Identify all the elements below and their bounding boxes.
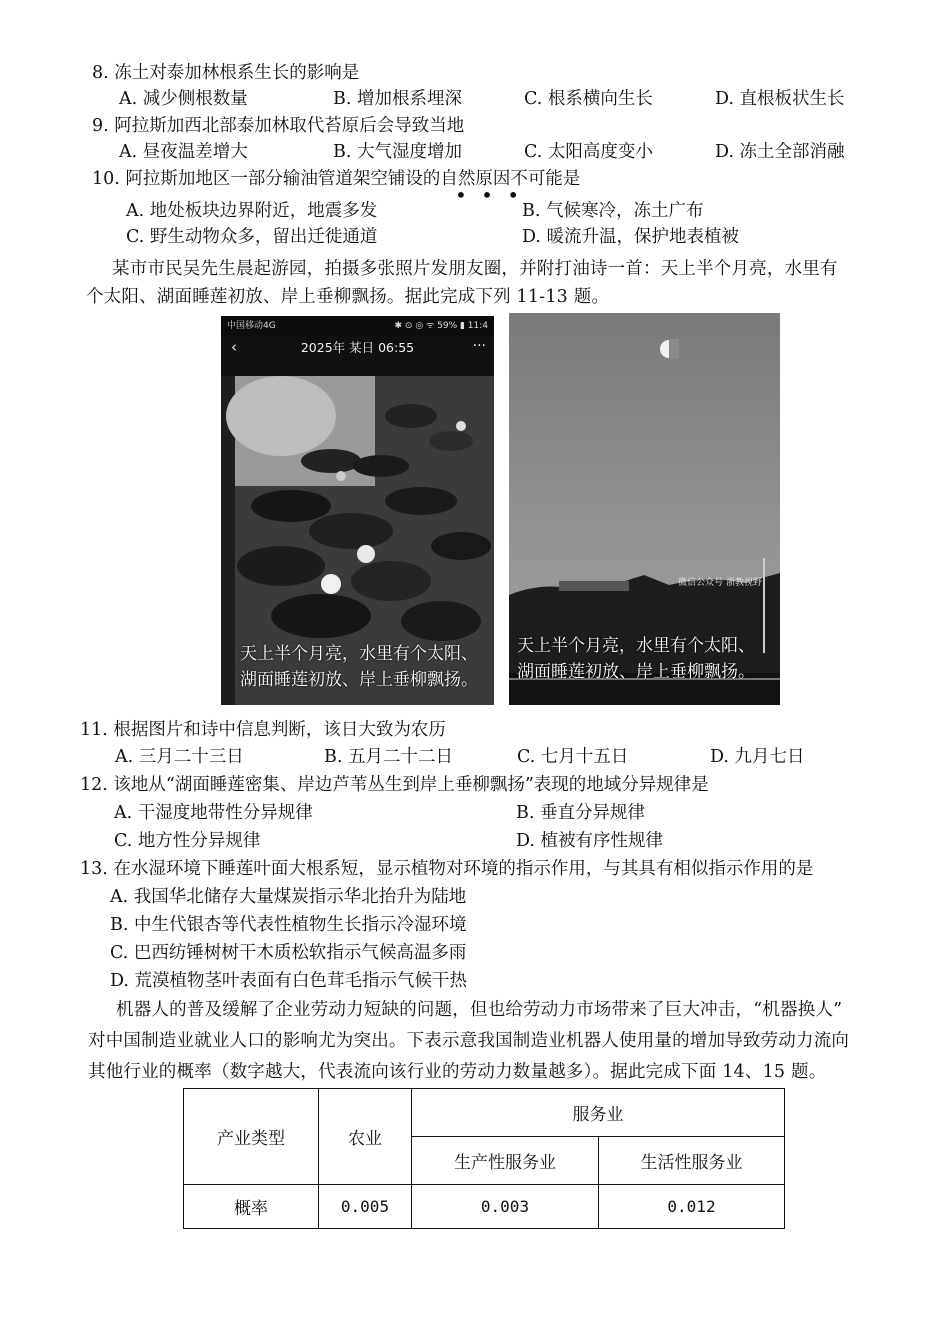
header-producer-services: 生产性服务业 <box>412 1137 599 1185</box>
q12-option-d: D. 植被有序性规律 <box>516 831 664 851</box>
photo1-caption-line2: 湖面睡莲初放、岸上垂柳飘扬。 <box>240 670 478 690</box>
photo1-caption-line1: 天上半个月亮，水里有个太阳、 <box>240 644 478 664</box>
photo1-carrier: 中国移动4G <box>227 321 276 331</box>
q12-option-c: C. 地方性分异规律 <box>114 831 261 851</box>
more-options-icon: ··· <box>472 338 486 354</box>
q9-option-d: D. 冻土全部消融 <box>715 142 845 162</box>
photo2-caption-line1: 天上半个月亮，水里有个太阳、 <box>517 636 755 656</box>
row-label-probability: 概率 <box>184 1185 319 1229</box>
q13-stem: 13. 在水湿环境下睡莲叶面大根系短，显示植物对环境的指示作用，与其具有相似指示作用的是 <box>80 859 814 879</box>
q11-stem: 11. 根据图片和诗中信息判断，该日大致为农历 <box>80 720 446 740</box>
q10-option-c: C. 野生动物众多，留出迁徙通道 <box>126 227 378 247</box>
intro2-paragraph-line3: 其他行业的概率（数字越大，代表流向该行业的劳动力数量越多）。据此完成下面 14、15 题。 <box>88 1062 827 1082</box>
q10-option-b: B. 气候寒冷，冻土广布 <box>522 201 704 221</box>
header-industry-type: 产业类型 <box>184 1089 319 1185</box>
q12-option-a: A. 干湿度地带性分异规律 <box>114 803 313 823</box>
q11-option-d: D. 九月七日 <box>710 747 805 767</box>
photo1-title: 2025年 某日 06:55 <box>300 340 415 355</box>
cell-producer-services: 0.003 <box>412 1185 599 1229</box>
q12-option-b: B. 垂直分异规律 <box>516 803 645 823</box>
q8-option-c: C. 根系横向生长 <box>524 89 653 109</box>
photo-lotus-pond <box>221 316 494 705</box>
q10-option-d: D. 暖流升温，保护地表植被 <box>522 227 740 247</box>
q13-option-a: A. 我国华北储存大量煤炭指示华北抬升为陆地 <box>110 887 467 907</box>
back-chevron-icon: ‹ <box>231 338 237 356</box>
photo-sky-moon <box>509 313 780 705</box>
header-service-industry: 服务业 <box>412 1089 785 1137</box>
q9-option-c: C. 太阳高度变小 <box>524 142 653 162</box>
intro-paragraph-line1: 某市市民吴先生晨起游园，拍摄多张照片发朋友圈，并附打油诗一首：天上半个月亮，水里有 <box>112 259 838 279</box>
cell-consumer-services: 0.012 <box>599 1185 785 1229</box>
intro2-paragraph-line1: 机器人的普及缓解了企业劳动力短缺的问题，但也给劳动力市场带来了巨大冲击，“机器换人” <box>116 1000 843 1020</box>
q13-option-d: D. 荒漠植物茎叶表面有白色茸毛指示气候干热 <box>110 971 468 991</box>
q11-option-a: A. 三月二十三日 <box>115 747 244 767</box>
photo2-caption-line2: 湖面睡莲初放、岸上垂柳飘扬。 <box>517 662 755 682</box>
header-agriculture: 农业 <box>319 1089 412 1185</box>
q8-stem: 8. 冻土对泰加林根系生长的影响是 <box>92 63 360 83</box>
emphasis-dots: • • • <box>455 183 524 207</box>
q8-option-a: A. 减少侧根数量 <box>119 89 248 109</box>
cell-agriculture: 0.005 <box>319 1185 412 1229</box>
q9-option-b: B. 大气湿度增加 <box>333 142 462 162</box>
q13-option-c: C. 巴西纺锤树树干木质松软指示气候高温多雨 <box>110 943 467 963</box>
q13-option-b: B. 中生代银杏等代表性植物生长指示冷湿环境 <box>110 915 467 935</box>
q12-stem: 12. 该地从“湖面睡莲密集、岸边芦苇丛生到岸上垂柳飘扬”表现的地域分异规律是 <box>80 775 709 795</box>
intro2-paragraph-line2: 对中国制造业就业人口的影响尤为突出。下表示意我国制造业机器人使用量的增加导致劳动力流向 <box>88 1031 850 1051</box>
q10-option-a: A. 地处板块边界附近，地震多发 <box>126 201 378 221</box>
probability-table <box>183 1088 785 1229</box>
watermark-text: 微信公众号 浙教视野 <box>678 578 762 588</box>
q9-stem: 9. 阿拉斯加西北部泰加林取代苔原后会导致当地 <box>92 116 465 136</box>
intro-paragraph-line2: 个太阳、湖面睡莲初放、岸上垂柳飘扬。据此完成下列 11-13 题。 <box>86 287 610 307</box>
photo1-status-icons: ✱ ⊙ ◎ ᯤ 59% ▮ 11:4 <box>394 321 488 331</box>
q10-stem: 10. 阿拉斯加地区一部分输油管道架空铺设的自然原因不可能是 <box>92 169 581 189</box>
q11-option-b: B. 五月二十二日 <box>324 747 453 767</box>
q9-option-a: A. 昼夜温差增大 <box>119 142 248 162</box>
q8-option-b: B. 增加根系埋深 <box>333 89 462 109</box>
q11-option-c: C. 七月十五日 <box>517 747 629 767</box>
q8-option-d: D. 直根板状生长 <box>715 89 845 109</box>
header-consumer-services: 生活性服务业 <box>599 1137 785 1185</box>
